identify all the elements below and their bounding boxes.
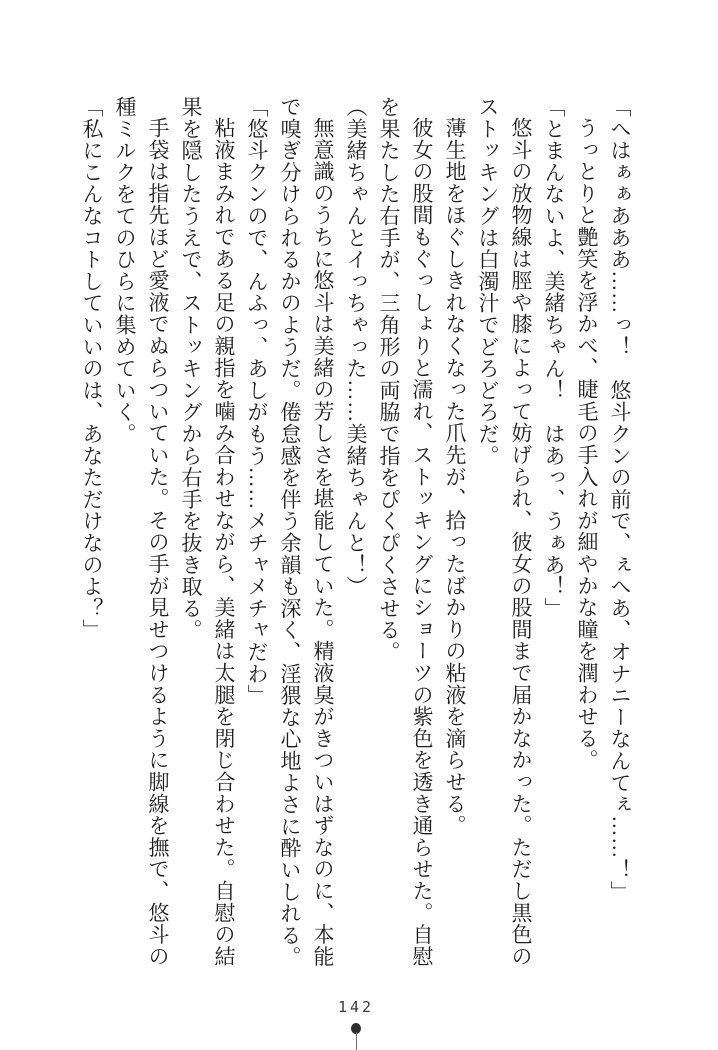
- paragraph-narration: 無意識のうちに悠斗は美緒の芳しさを堪能していた。精液臭がきついはずなのに、本能で嗅ぎ分けられるかのようだ。倦怠感を伴う余韻も深く、淫猥な心地よさに酔いしれる。: [278, 96, 335, 968]
- paragraph-dialogue: 「へはぁぁあああ……っ！ 悠斗クンの前で、ぇへあ、オナニーなんてぇ……！」: [608, 96, 632, 903]
- paragraph-narration: 薄生地をほぐしきれなくなった爪先が、拾ったばかりの粘液を滴らせる。: [443, 117, 467, 837]
- paragraph-thought: （美緒ちゃんとイっちゃった……美緒ちゃんと！）: [344, 96, 368, 598]
- page-marker-line: [356, 1032, 357, 1050]
- paragraph-narration: 手袋は指先ほど愛液でぬらついていた。その手が見せつけるように脚線を撫で、悠斗の種ミルクをてのひらに集めていく。: [113, 96, 170, 968]
- paragraph-narration: 悠斗の放物線は脛や膝によって妨げられ、彼女の股間まで届かなかった。ただし黒色のストッキングは白濁汁でどろどろだ。: [476, 96, 533, 968]
- paragraph-narration: 粘液まみれである足の親指を噛み合わせながら、美緒は太腿を閉じ合わせた。自慰の結果を隠したうえで、ストッキングから右手を抜き取る。: [179, 96, 236, 968]
- paragraph-narration: 彼女の股間もぐっしょりと濡れ、ストッキングにショーツの紫色を透き通らせた。自慰を果たした右手が、三角形の両脇で指をぴくぴくさせる。: [377, 96, 434, 968]
- page-text-block: [75, 96, 636, 969]
- paragraph-dialogue: 「私にこんなコトしていいのは、あなただけなのよ？」: [80, 96, 104, 641]
- paragraph-dialogue: 「悠斗クンので、んふっ、あしがもう……メチャメチャだわ」: [245, 96, 269, 707]
- page-number: 142: [337, 998, 375, 1016]
- paragraph-dialogue: 「とまんないよ、美緒ちゃん！ はあっ、うぁあ！」: [542, 96, 566, 620]
- paragraph-narration: うっとりと艶笑を浮かべ、睫毛の手入れが細やかな瞳を潤わせる。: [575, 117, 599, 771]
